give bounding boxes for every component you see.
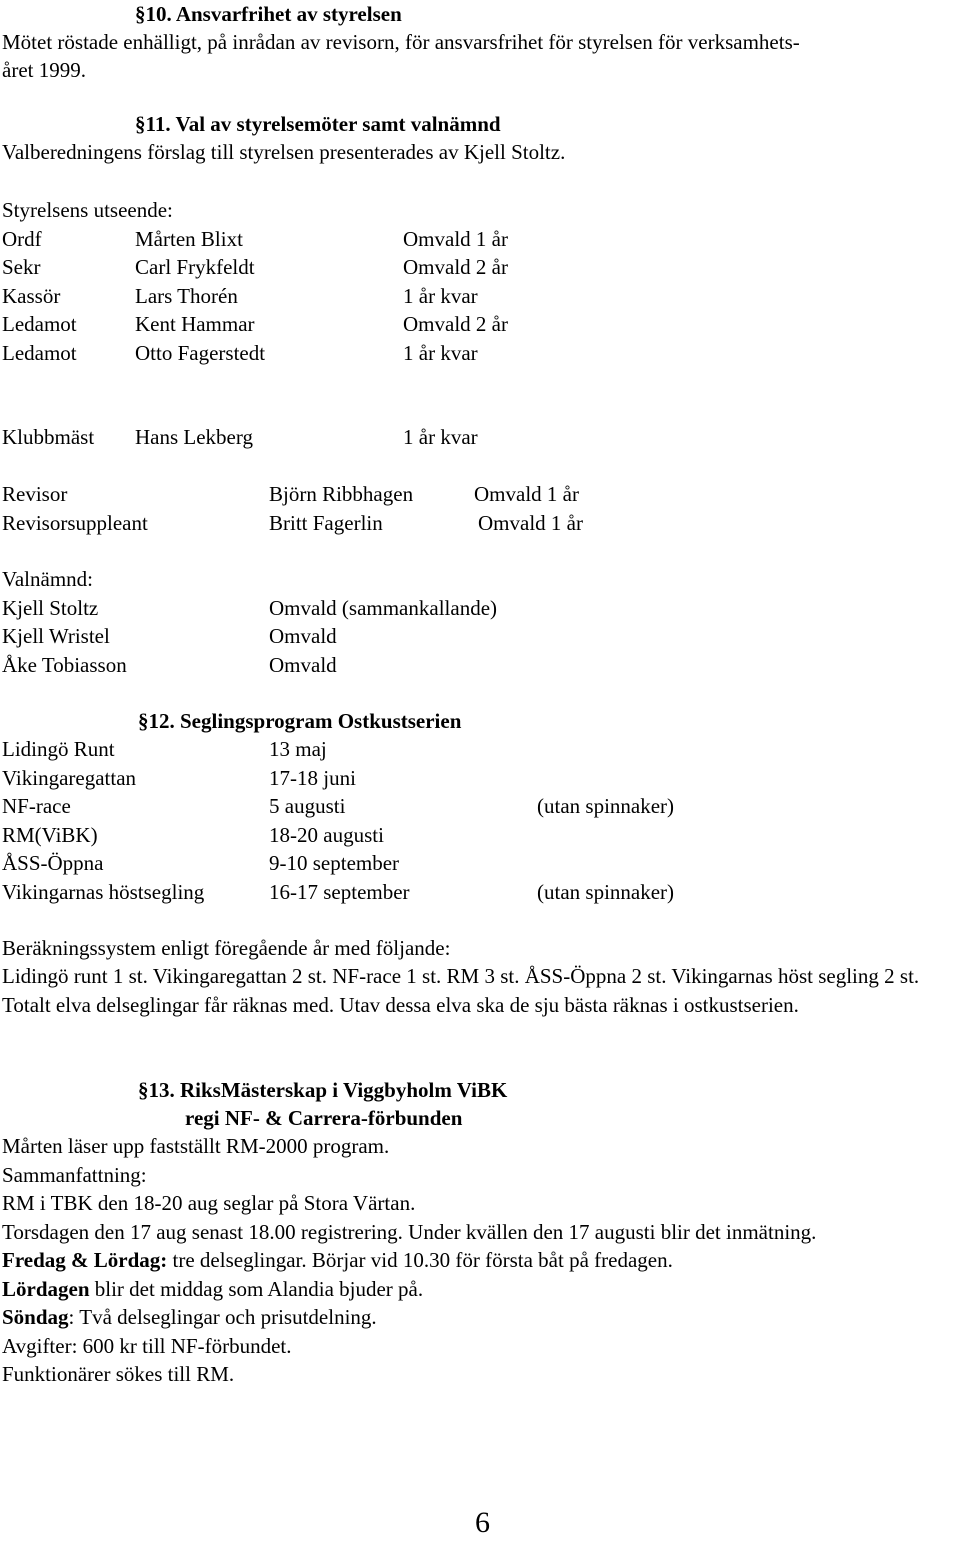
nomination-row <box>2 622 960 651</box>
rm-day-label: Lördagen <box>2 1276 90 1301</box>
race-name: ÅSS-Öppna <box>2 851 104 875</box>
clubmaster-name: Hans Lekberg <box>135 425 253 449</box>
race-name: NF-race <box>2 794 71 818</box>
race-date: 18-20 augusti <box>269 822 384 847</box>
section-13-heading: §13. RiksMästerskap i Viggbyholm ViBK <box>138 1078 508 1102</box>
race-date: 16-17 september <box>269 879 410 904</box>
board-status: 1 år kvar <box>403 340 478 365</box>
board-name: Mårten Blixt <box>135 226 243 251</box>
board-status: Omvald 1 år <box>403 226 508 251</box>
board-name: Carl Frykfeldt <box>135 255 255 279</box>
nomination-name: Kjell Stoltz <box>2 595 99 620</box>
board-status: Omvald 2 år <box>403 255 508 279</box>
nomination-section <box>2 565 960 679</box>
board-row <box>2 225 960 254</box>
auditor-status: Omvald 1 år <box>478 510 583 535</box>
rm-line: Sammanfattning: <box>2 1162 147 1187</box>
race-row <box>2 849 960 878</box>
clubmaster-role: Klubbmäst <box>2 425 95 449</box>
board-role: Ledamot <box>2 340 77 365</box>
rm-line: Mårten läser upp fastställt RM-2000 program. <box>2 1134 390 1158</box>
race-date: 13 maj <box>269 737 327 761</box>
nomination-status: Omvald <box>269 624 337 648</box>
race-row <box>2 764 960 793</box>
auditor-status: Omvald 1 år <box>474 482 579 506</box>
board-status: Omvald 2 år <box>403 312 508 336</box>
section-13-body <box>2 1132 960 1389</box>
auditor-row <box>2 509 960 538</box>
board-row <box>2 339 960 368</box>
auditors-section <box>2 480 960 537</box>
board-role: Kassör <box>2 283 61 308</box>
rm-line: Avgifter: 600 kr till NF-förbundet. <box>2 1333 292 1358</box>
nomination-row <box>2 594 960 623</box>
auditor-role: Revisorsuppleant <box>2 510 148 535</box>
rm-line: Fredag & Lördag: tre delseglingar. Börjar vid 10.30 för första båt på fredagen. <box>2 1248 673 1272</box>
board-label: Styrelsens utseende: <box>2 198 173 222</box>
race-row <box>2 735 960 764</box>
section-10-text-line1: Mötet röstade enhälligt, på inrådan av revisorn, för ansvarsfrihet för styrelsen för verksamhets- <box>2 30 800 54</box>
scoring-label: Beräkningssystem enligt föregående år med följande: <box>2 936 451 960</box>
nomination-name: Åke Tobiasson <box>2 652 127 677</box>
section-11-intro: Valberedningens förslag till styrelsen presenterades av Kjell Stoltz. <box>2 140 566 164</box>
auditor-row <box>2 480 960 509</box>
nomination-status: Omvald <box>269 652 337 677</box>
board-name: Lars Thorén <box>135 283 238 308</box>
auditor-role: Revisor <box>2 482 68 506</box>
rm-line: RM i TBK den 18-20 aug seglar på Stora Värtan. <box>2 1191 416 1215</box>
rm-day-label: Fredag & Lördag: <box>2 1248 168 1272</box>
section-13-subheading: regi NF- & Carrera-förbunden <box>185 1106 463 1130</box>
race-name: Vikingarnas höstsegling <box>2 879 205 904</box>
board-row <box>2 253 960 282</box>
board-role: Ledamot <box>2 312 77 336</box>
rm-line: Söndag: Två delseglingar och prisutdelning. <box>2 1305 377 1329</box>
board-role: Sekr <box>2 255 41 279</box>
race-name: RM(ViBK) <box>2 822 98 847</box>
section-11-heading: §11. Val av styrelsemöter samt valnämnd <box>135 112 501 136</box>
auditor-name: Britt Fagerlin <box>269 510 383 535</box>
race-schedule <box>2 735 960 906</box>
board-role: Ordf <box>2 226 42 251</box>
board-name: Kent Hammar <box>135 312 255 336</box>
nomination-status: Omvald (sammankallande) <box>269 595 498 620</box>
rm-line: Lördagen blir det middag som Alandia bjuder på. <box>2 1276 424 1301</box>
race-date: 5 augusti <box>269 794 346 818</box>
rm-line: Funktionärer sökes till RM. <box>2 1362 235 1386</box>
race-date: 17-18 juni <box>269 765 356 790</box>
section-10-text-line2: året 1999. <box>2 58 86 82</box>
board-row <box>2 310 960 339</box>
board-section <box>2 196 960 367</box>
race-note: (utan spinnaker) <box>537 794 675 818</box>
rm-day-label: Söndag <box>2 1305 69 1329</box>
board-row <box>2 282 960 311</box>
nomination-label: Valnämnd: <box>2 567 93 591</box>
race-name: Vikingaregattan <box>2 765 137 790</box>
clubmaster-status: 1 år kvar <box>403 425 478 449</box>
race-note: (utan spinnaker) <box>537 879 675 904</box>
race-row <box>2 878 960 907</box>
board-status: 1 år kvar <box>403 283 478 308</box>
race-date: 9-10 september <box>269 851 400 875</box>
race-name: Lidingö Runt <box>2 737 115 761</box>
page-number: 6 <box>475 1506 490 1539</box>
race-row <box>2 792 960 821</box>
nomination-name: Kjell Wristel <box>2 624 110 648</box>
rm-line: Torsdagen den 17 aug senast 18.00 registrering. Under kvällen den 17 augusti blir det inmätning. <box>2 1219 817 1244</box>
section-12-heading: §12. Seglingsprogram Ostkustserien <box>138 709 462 733</box>
clubmaster-row <box>2 423 960 452</box>
section-10-heading: §10. Ansvarfrihet av styrelsen <box>135 2 402 26</box>
board-name: Otto Fagerstedt <box>135 340 266 365</box>
auditor-name: Björn Ribbhagen <box>269 482 414 506</box>
scoring-text: Lidingö runt 1 st. Vikingaregattan 2 st. NF-race 1 st. RM 3 st. ÅSS-Öppna 2 st. Vikingarnas höst segling 2 st. Totalt elva delseglingar får räknas med. Utav dessa elva ska de sju bästa räknas i ostkustserien. <box>2 964 920 1017</box>
nomination-row <box>2 651 960 680</box>
race-row <box>2 821 960 850</box>
